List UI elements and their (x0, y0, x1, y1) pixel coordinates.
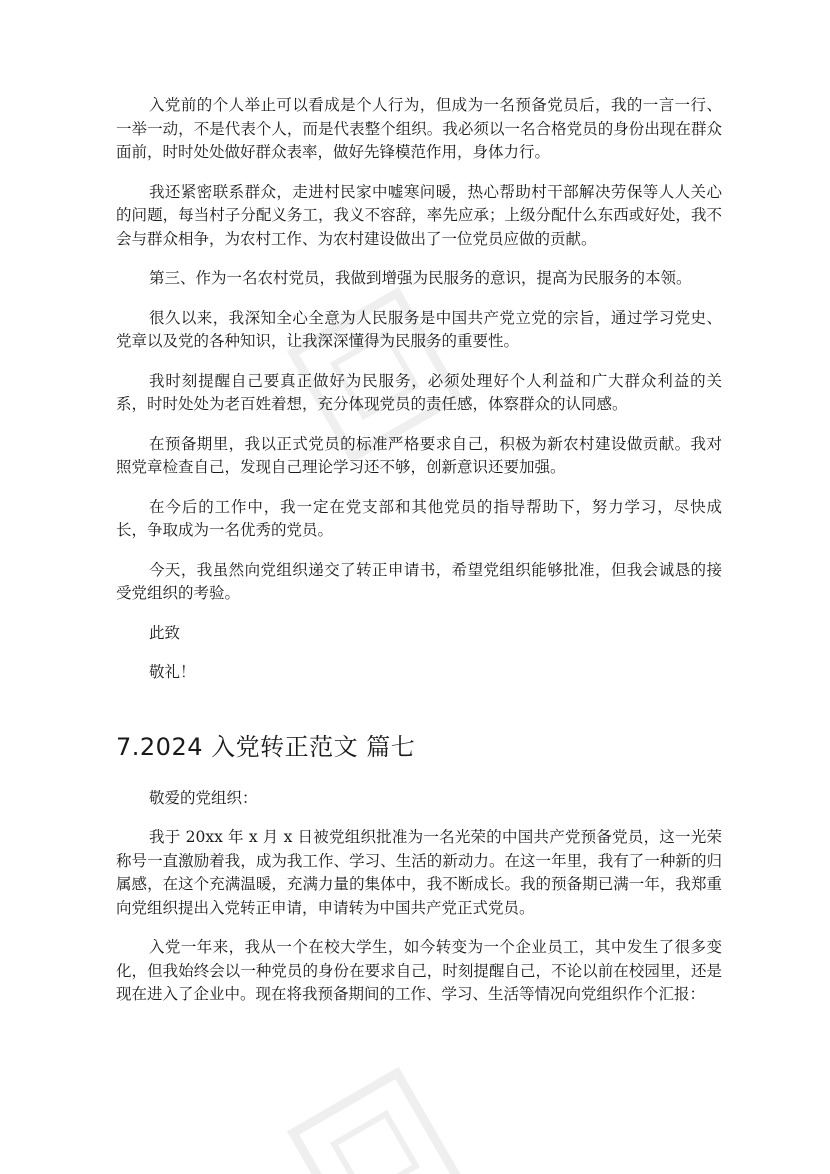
paragraph: 我于 20xx 年 x 月 x 日被党组织批准为一名光荣的中国共产党预备党员，这一光荣称号一直激励着我，成为我工作、学习、生活的新动力。在这一年里，我有了一种新的归属感，在这个充满温暖，充满力量的集体中，我不断成长。我的预备期已满一年，我郑重向党组织提出入党转正申请，申请转为中国共产党正式党员。 (116, 828, 722, 917)
paragraph: 我时刻提醒自己要真正做好为民服务，必须处理好个人利益和广大群众利益的关系，时时处处为老百姓着想，充分体现党员的责任感，体察群众的认同感。 (116, 371, 722, 413)
section-heading: 7.2024 入党转正范文 篇七 (116, 732, 416, 761)
paragraph: 在今后的工作中，我一定在党支部和其他党员的指导帮助下，努力学习，尽快成长，争取成为一名优秀的党员。 (116, 497, 722, 539)
closing-salutation: 此致 (149, 623, 181, 642)
paragraph: 我还紧密联系群众，走进村民家中嘘寒问暖，热心帮助村干部解决劳保等人人关心的问题，每当村子分配义务工，我义不容辞，率先应承；上级分配什么东西或好处，我不会与群众相争，为农村工作、为农村建设做出了一位党员应做的贡献。 (116, 182, 722, 248)
paragraph: 在预备期里，我以正式党员的标准严格要求自己，积极为新农村建设做贡献。我对照党章检查自己，发现自己理论学习还不够，创新意识还要加强。 (116, 434, 722, 476)
paragraph: 很久以来，我深知全心全意为人民服务是中国共产党立党的宗旨，通过学习党史、党章以及党的各种知识，让我深深懂得为民服务的重要性。 (116, 308, 722, 350)
paragraph: 入党前的个人举止可以看成是个人行为，但成为一名预备党员后，我的一言一行、一举一动，不是代表个人，而是代表整个组织。我必须以一名合格党员的身份出现在群众面前，时时处处做好群众表率，做好先锋模范作用，身体力行。 (116, 96, 722, 161)
document-body (116, 94, 722, 1023)
watermark-logo (273, 1053, 478, 1174)
paragraph: 第三、作为一名农村党员，我做到增强为民服务的意识，提高为民服务的本领。 (149, 269, 692, 287)
paragraph: 入党一年来，我从一个在校大学生，如今转变为一个企业员工，其中发生了很多变化，但我始终会以一种党员的身份在要求自己，时刻提醒自己，不论以前在校园里，还是现在进入了企业中。现在将我预备期间的工作、学习、生活等情况向党组织作个汇报： (116, 938, 722, 1003)
paragraph: 今天，我虽然向党组织递交了转正申请书，希望党组织能够批准，但我会诚恳的接受党组织的考验。 (116, 560, 722, 602)
closing-regards: 敬礼！ (149, 663, 196, 681)
letter-greeting: 敬爱的党组织： (149, 788, 258, 807)
